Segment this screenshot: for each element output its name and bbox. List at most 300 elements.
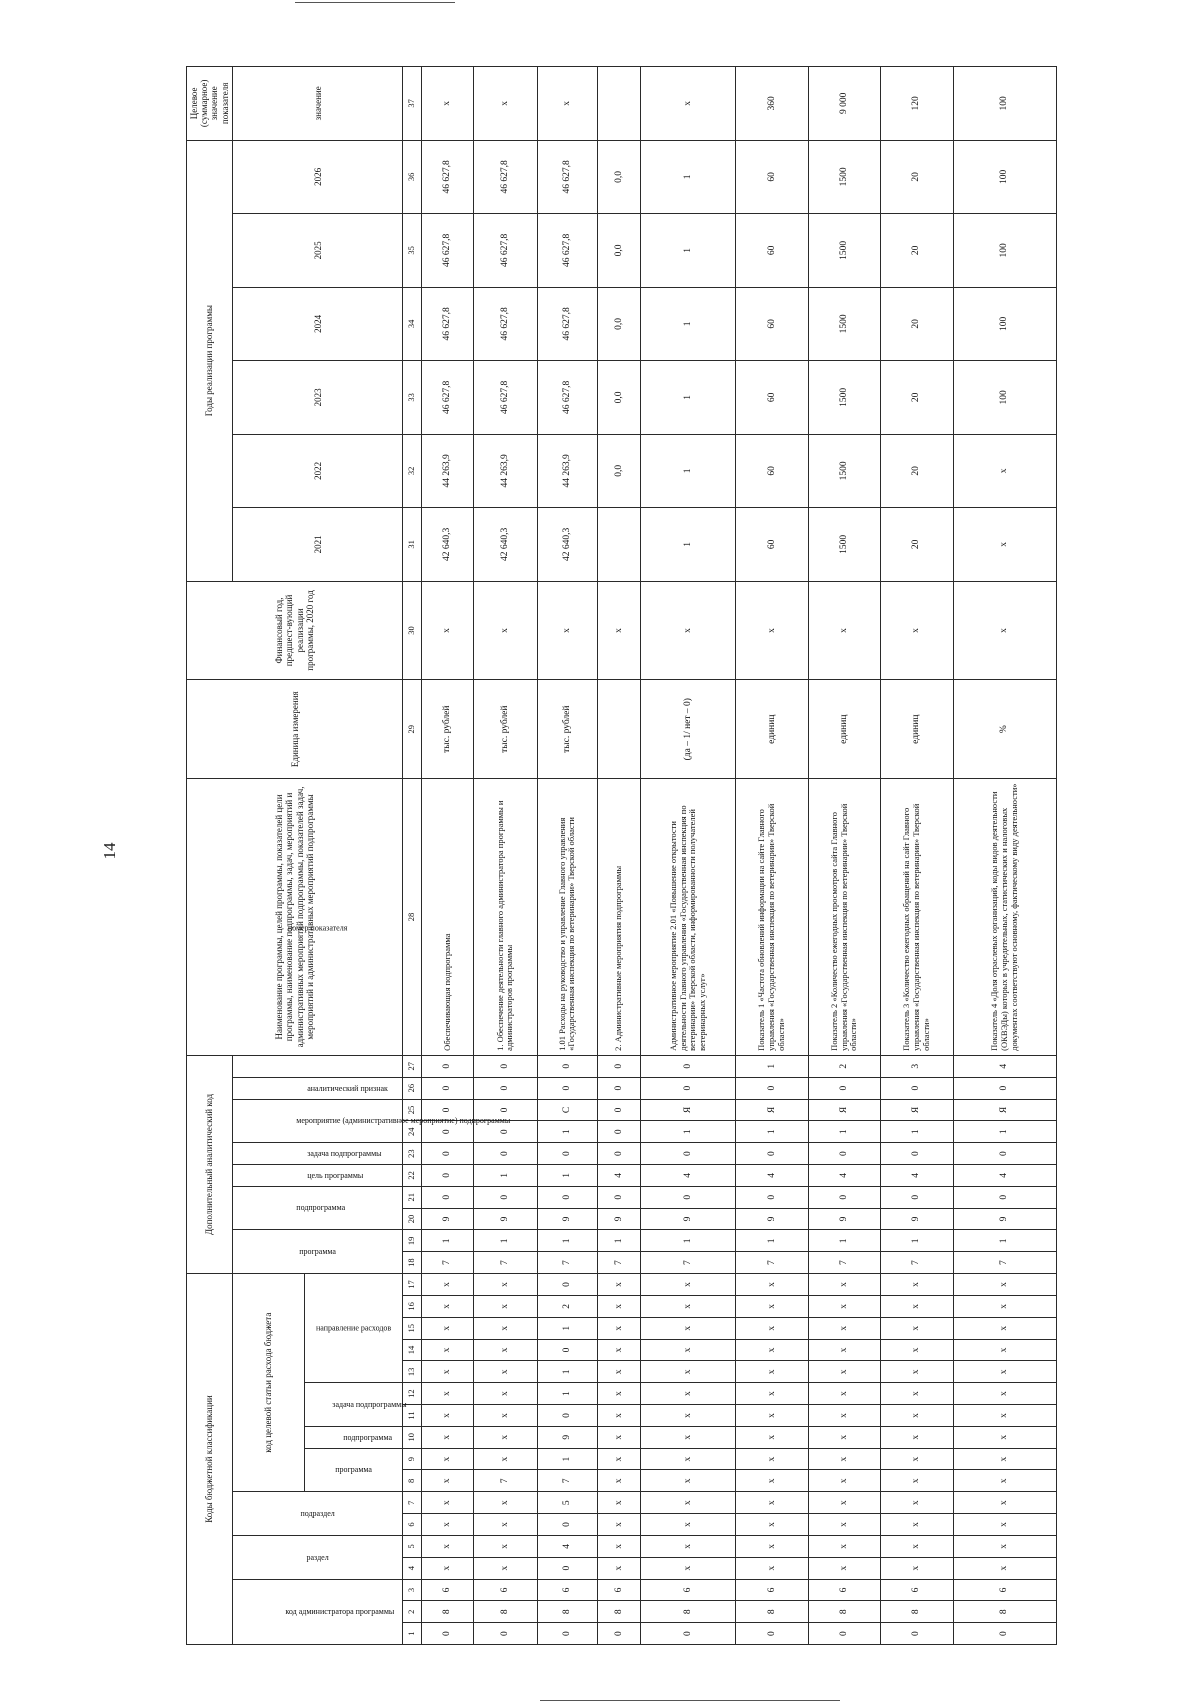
header-prev-year: Финансовый год, предшест-вующий реализации программы, 2020 год xyxy=(187,581,403,680)
header-admin-code-text: код администратора программы xyxy=(285,1607,395,1617)
column-number: 20 xyxy=(403,1208,422,1230)
code-cell: 0 xyxy=(422,1623,474,1645)
row-name: Показатель 3 «Количество ежегодных обращений на сайт Главного управления «Государственная инспекция по ветеринарии» Тверской области» xyxy=(881,779,953,1056)
code-cell: x xyxy=(473,1361,537,1383)
code-cell: x xyxy=(473,1383,537,1405)
code-cell: 0 xyxy=(597,1077,640,1099)
code-cell: x xyxy=(808,1426,880,1448)
column-number: 30 xyxy=(403,581,422,680)
header-program-text: программа xyxy=(335,1465,373,1475)
row-value-y2021: 1500 xyxy=(808,508,880,581)
code-cell: x xyxy=(881,1274,953,1296)
row-value-y2021: x xyxy=(953,508,1057,581)
row-value-y2023: 46 627,8 xyxy=(537,361,597,434)
code-cell: 0 xyxy=(597,1121,640,1143)
code-cell: 0 xyxy=(641,1143,736,1165)
code-cell: x xyxy=(473,1448,537,1470)
code-cell: x xyxy=(953,1535,1057,1557)
header-program-goal xyxy=(232,1165,403,1187)
code-cell: x xyxy=(641,1535,736,1557)
row-target: x xyxy=(537,67,597,141)
code-cell: 0 xyxy=(537,1077,597,1099)
code-cell: x xyxy=(473,1274,537,1296)
header-indicator-number-text: номер показателя xyxy=(287,923,348,933)
row-value-y2023: 46 627,8 xyxy=(422,361,474,434)
row-value-y2025: 46 627,8 xyxy=(537,214,597,287)
code-cell: 0 xyxy=(422,1055,474,1077)
code-cell: 1 xyxy=(641,1230,736,1252)
code-cell: 1 xyxy=(473,1165,537,1187)
code-cell: x xyxy=(422,1274,474,1296)
row-target: 9 000 xyxy=(808,67,880,141)
code-cell: 0 xyxy=(641,1186,736,1208)
row-value-y2021: 42 640,3 xyxy=(537,508,597,581)
code-cell: 6 xyxy=(473,1579,537,1601)
code-cell: 8 xyxy=(641,1601,736,1623)
header-analytical-sign-text: аналитический признак xyxy=(307,1083,388,1093)
row-value-y2021: 1 xyxy=(641,508,736,581)
code-cell: 0 xyxy=(597,1143,640,1165)
header-target-group: Целевое (суммарное) значение показателя xyxy=(187,67,233,141)
column-number: 11 xyxy=(403,1405,422,1427)
header-subprogram-task-text: задача подпрограммы xyxy=(332,1399,407,1409)
row-value-y2025: 60 xyxy=(736,214,808,287)
code-cell: 0 xyxy=(473,1077,537,1099)
code-cell: x xyxy=(881,1448,953,1470)
code-cell: x xyxy=(881,1405,953,1427)
header-an-program-text: программа xyxy=(299,1247,337,1257)
code-cell: 1 xyxy=(808,1121,880,1143)
row-value-y2024: 46 627,8 xyxy=(473,287,537,360)
column-number: 10 xyxy=(403,1426,422,1448)
code-cell: 1 xyxy=(736,1121,808,1143)
code-cell: x xyxy=(881,1492,953,1514)
code-cell: x xyxy=(597,1383,640,1405)
code-cell: 0 xyxy=(422,1165,474,1187)
code-cell: 0 xyxy=(736,1143,808,1165)
code-cell: 8 xyxy=(953,1601,1057,1623)
code-cell: 0 xyxy=(736,1623,808,1645)
code-cell: 4 xyxy=(736,1165,808,1187)
header-an-subprogram xyxy=(232,1186,403,1230)
code-cell: 9 xyxy=(881,1208,953,1230)
row-value-y2026: 46 627,8 xyxy=(537,140,597,213)
row-target: 120 xyxy=(881,67,953,141)
code-cell: 6 xyxy=(808,1579,880,1601)
row-target: x xyxy=(473,67,537,141)
header-section-text: раздел xyxy=(306,1552,329,1562)
code-cell: x xyxy=(422,1361,474,1383)
code-cell: x xyxy=(473,1405,537,1427)
table-row xyxy=(473,67,537,1645)
code-cell: x xyxy=(473,1426,537,1448)
code-cell: 1 xyxy=(537,1121,597,1143)
code-cell: 8 xyxy=(422,1601,474,1623)
column-number: 27 xyxy=(403,1055,422,1077)
code-cell: x xyxy=(881,1514,953,1536)
code-cell: x xyxy=(881,1361,953,1383)
code-cell: x xyxy=(808,1317,880,1339)
header-target-value: значение xyxy=(232,67,403,141)
code-cell: 9 xyxy=(537,1426,597,1448)
code-cell: 0 xyxy=(422,1099,474,1121)
row-value-y2026: 46 627,8 xyxy=(473,140,537,213)
row-value-y2022: x xyxy=(953,434,1057,507)
code-cell: 0 xyxy=(808,1143,880,1165)
code-cell: x xyxy=(473,1317,537,1339)
code-cell: x xyxy=(736,1470,808,1492)
code-cell: 7 xyxy=(641,1252,736,1274)
row-value-y2023: 60 xyxy=(736,361,808,434)
header-subsection-text: подраздел xyxy=(300,1509,335,1519)
code-cell: x xyxy=(881,1470,953,1492)
code-cell: x xyxy=(473,1557,537,1579)
row-value-y2025: 1 xyxy=(641,214,736,287)
rotated-document xyxy=(186,66,1057,1645)
code-cell: x xyxy=(953,1317,1057,1339)
code-cell: x xyxy=(597,1448,640,1470)
code-cell: x xyxy=(953,1448,1057,1470)
code-cell: 1 xyxy=(881,1230,953,1252)
code-cell: 8 xyxy=(808,1601,880,1623)
column-number: 29 xyxy=(403,680,422,779)
code-cell: 1 xyxy=(808,1230,880,1252)
table-row xyxy=(537,67,597,1645)
code-cell: x xyxy=(422,1448,474,1470)
table-row xyxy=(808,67,880,1645)
row-value-y2026: 100 xyxy=(953,140,1057,213)
code-cell: x xyxy=(881,1535,953,1557)
code-cell: x xyxy=(953,1361,1057,1383)
code-cell: 0 xyxy=(641,1623,736,1645)
code-cell: x xyxy=(808,1405,880,1427)
column-number: 26 xyxy=(403,1077,422,1099)
code-cell: 0 xyxy=(597,1186,640,1208)
code-cell: 7 xyxy=(881,1252,953,1274)
row-value-y2026: 0,0 xyxy=(597,140,640,213)
row-value-y2022: 60 xyxy=(736,434,808,507)
code-cell: x xyxy=(422,1470,474,1492)
header-budget-codes: Коды бюджетной классификации xyxy=(187,1274,233,1645)
code-cell: x xyxy=(736,1274,808,1296)
code-cell: 9 xyxy=(641,1208,736,1230)
code-cell: 3 xyxy=(881,1055,953,1077)
code-cell: 6 xyxy=(881,1579,953,1601)
code-cell: 0 xyxy=(953,1143,1057,1165)
row-value-y2022: 0,0 xyxy=(597,434,640,507)
row-value-y2024: 1500 xyxy=(808,287,880,360)
column-number: 1 xyxy=(403,1623,422,1645)
column-number: 6 xyxy=(403,1514,422,1536)
row-value-y2021: 42 640,3 xyxy=(473,508,537,581)
row-target: x xyxy=(641,67,736,141)
row-value-y2021: 20 xyxy=(881,508,953,581)
code-cell: x xyxy=(736,1405,808,1427)
header-name: Наименование программы, целей программы, показателей цели программы, наименование подпрограммы, задач, мероприятий и административных мероприятий подпрограммы, показателей задач, мероприятий и административных мероприятий подпрограммы xyxy=(187,779,403,1056)
code-cell: x xyxy=(953,1383,1057,1405)
code-cell: 4 xyxy=(597,1165,640,1187)
row-value-y2026: 46 627,8 xyxy=(422,140,474,213)
code-cell: 0 xyxy=(537,1055,597,1077)
code-cell: x xyxy=(641,1405,736,1427)
column-number: 17 xyxy=(403,1274,422,1296)
code-cell: x xyxy=(641,1492,736,1514)
code-cell: 8 xyxy=(537,1601,597,1623)
code-cell: 0 xyxy=(953,1623,1057,1645)
code-cell: 0 xyxy=(537,1339,597,1361)
code-cell: 0 xyxy=(881,1623,953,1645)
code-cell: x xyxy=(736,1339,808,1361)
code-cell: 0 xyxy=(422,1143,474,1165)
header-subsection xyxy=(232,1492,403,1536)
table-row xyxy=(641,67,736,1645)
header-year-2024: 2024 xyxy=(232,287,403,360)
header-expense-direction-text: направление расходов xyxy=(316,1323,392,1333)
code-cell: x xyxy=(808,1296,880,1318)
code-cell: x xyxy=(953,1339,1057,1361)
column-number: 16 xyxy=(403,1296,422,1318)
row-value-y2021: 42 640,3 xyxy=(422,508,474,581)
column-number: 4 xyxy=(403,1557,422,1579)
code-cell: 7 xyxy=(473,1470,537,1492)
code-cell: x xyxy=(597,1535,640,1557)
header-subprogram-task2 xyxy=(232,1143,403,1165)
code-cell: 9 xyxy=(736,1208,808,1230)
row-prev-year: x xyxy=(953,581,1057,680)
row-prev-year: x xyxy=(422,581,474,680)
code-cell: x xyxy=(641,1274,736,1296)
row-value-y2025: 1500 xyxy=(808,214,880,287)
code-cell: 8 xyxy=(473,1601,537,1623)
code-cell: 6 xyxy=(641,1579,736,1601)
header-subprogram-text: подпрограмма xyxy=(343,1432,393,1442)
code-cell: x xyxy=(473,1535,537,1557)
code-cell: x xyxy=(422,1296,474,1318)
code-cell: 0 xyxy=(641,1077,736,1099)
header-analytical-sign xyxy=(232,1077,403,1099)
code-cell: 6 xyxy=(537,1579,597,1601)
code-cell: x xyxy=(597,1470,640,1492)
code-cell: 7 xyxy=(597,1252,640,1274)
code-cell: 1 xyxy=(537,1317,597,1339)
code-cell: 0 xyxy=(537,1514,597,1536)
row-value-y2026: 1500 xyxy=(808,140,880,213)
header-year-2025: 2025 xyxy=(232,214,403,287)
code-cell: x xyxy=(953,1492,1057,1514)
code-cell: 0 xyxy=(953,1186,1057,1208)
row-unit: тыс. рублей xyxy=(473,680,537,779)
column-number: 34 xyxy=(403,287,422,360)
row-name: 1.01 Расходы на руководство и управление Главного управления «Государственная инспекция по ветеринарии» Тверской области xyxy=(537,779,597,1056)
row-value-y2023: 0,0 xyxy=(597,361,640,434)
code-cell: Я xyxy=(641,1099,736,1121)
header-program-goal-text: цель программы xyxy=(307,1170,364,1180)
row-unit: (да – 1/ нет – 0) xyxy=(641,680,736,779)
table-row xyxy=(187,67,233,1645)
code-cell: x xyxy=(422,1383,474,1405)
code-cell: 0 xyxy=(537,1557,597,1579)
code-cell: x xyxy=(641,1557,736,1579)
row-target: 360 xyxy=(736,67,808,141)
code-cell: 0 xyxy=(537,1143,597,1165)
row-prev-year: x xyxy=(881,581,953,680)
column-number: 8 xyxy=(403,1470,422,1492)
code-cell: 1 xyxy=(736,1055,808,1077)
code-cell: x xyxy=(597,1426,640,1448)
row-value-y2023: 20 xyxy=(881,361,953,434)
header-indicator-number xyxy=(232,779,403,1078)
code-cell: 8 xyxy=(881,1601,953,1623)
code-cell: 9 xyxy=(597,1208,640,1230)
row-name: 2. Административные мероприятия подпрограммы xyxy=(597,779,640,1056)
header-an-subprogram-text: подпрограмма xyxy=(296,1203,346,1213)
code-cell: 1 xyxy=(473,1230,537,1252)
code-cell: x xyxy=(736,1317,808,1339)
code-cell: 1 xyxy=(537,1383,597,1405)
code-cell: x xyxy=(736,1557,808,1579)
code-cell: x xyxy=(641,1339,736,1361)
code-cell: 7 xyxy=(537,1470,597,1492)
code-cell: 4 xyxy=(808,1165,880,1187)
column-number: 24 xyxy=(403,1121,422,1143)
code-cell: 0 xyxy=(881,1077,953,1099)
code-cell: 7 xyxy=(736,1252,808,1274)
code-cell: x xyxy=(808,1514,880,1536)
table-row xyxy=(953,67,1057,1645)
code-cell: 0 xyxy=(597,1623,640,1645)
row-value-y2022: 44 263,9 xyxy=(473,434,537,507)
header-an-program xyxy=(232,1230,403,1274)
code-cell: x xyxy=(641,1470,736,1492)
row-value-y2024: 20 xyxy=(881,287,953,360)
header-subprogram-task xyxy=(305,1383,407,1427)
column-number: 19 xyxy=(403,1230,422,1252)
code-cell: x xyxy=(808,1492,880,1514)
row-unit: единиц xyxy=(881,680,953,779)
header-year-2026: 2026 xyxy=(232,140,403,213)
code-cell: x xyxy=(953,1274,1057,1296)
code-cell: 0 xyxy=(808,1077,880,1099)
code-cell: 0 xyxy=(881,1186,953,1208)
code-cell: x xyxy=(808,1274,880,1296)
code-cell: x xyxy=(597,1557,640,1579)
code-cell: x xyxy=(641,1296,736,1318)
column-number: 9 xyxy=(403,1448,422,1470)
code-cell: 0 xyxy=(473,1143,537,1165)
row-value-y2023: 1500 xyxy=(808,361,880,434)
code-cell: x xyxy=(808,1383,880,1405)
row-prev-year: x xyxy=(736,581,808,680)
code-cell: 0 xyxy=(537,1186,597,1208)
code-cell: 9 xyxy=(808,1208,880,1230)
header-years-group: Годы реализации программы xyxy=(187,140,233,581)
code-cell: 0 xyxy=(422,1121,474,1143)
header-year-2022: 2022 xyxy=(232,434,403,507)
column-number: 31 xyxy=(403,508,422,581)
row-value-y2024: 46 627,8 xyxy=(537,287,597,360)
code-cell: С xyxy=(537,1099,597,1121)
code-cell: x xyxy=(953,1557,1057,1579)
code-cell: x xyxy=(641,1426,736,1448)
program-table xyxy=(186,66,1057,1645)
row-unit: единиц xyxy=(808,680,880,779)
code-cell: x xyxy=(422,1339,474,1361)
code-cell: x xyxy=(736,1514,808,1536)
code-cell: x xyxy=(953,1296,1057,1318)
code-cell: 5 xyxy=(537,1492,597,1514)
code-cell: 1 xyxy=(422,1230,474,1252)
column-number: 25 xyxy=(403,1099,422,1121)
code-cell: 1 xyxy=(537,1165,597,1187)
code-cell: x xyxy=(473,1296,537,1318)
row-value-y2023: 1 xyxy=(641,361,736,434)
row-value-y2022: 44 263,9 xyxy=(537,434,597,507)
code-cell: x xyxy=(953,1405,1057,1427)
code-cell: 0 xyxy=(736,1077,808,1099)
code-cell: 7 xyxy=(422,1252,474,1274)
row-value-y2021: 60 xyxy=(736,508,808,581)
code-cell: x xyxy=(422,1317,474,1339)
code-cell: x xyxy=(808,1339,880,1361)
table-row xyxy=(881,67,953,1645)
code-cell: x xyxy=(641,1448,736,1470)
code-cell: 8 xyxy=(736,1601,808,1623)
code-cell: x xyxy=(422,1514,474,1536)
code-cell: 9 xyxy=(473,1208,537,1230)
code-cell: x xyxy=(641,1361,736,1383)
header-unit: Единица измерения xyxy=(187,680,403,779)
code-cell: x xyxy=(953,1470,1057,1492)
column-number: 32 xyxy=(403,434,422,507)
column-number: 14 xyxy=(403,1339,422,1361)
row-target xyxy=(597,67,640,141)
code-cell: 9 xyxy=(953,1208,1057,1230)
row-target: x xyxy=(422,67,474,141)
code-cell: 2 xyxy=(537,1296,597,1318)
code-cell: x xyxy=(953,1514,1057,1536)
code-cell: x xyxy=(881,1339,953,1361)
header-year-2023: 2023 xyxy=(232,361,403,434)
code-cell: Я xyxy=(953,1099,1057,1121)
code-cell: 1 xyxy=(537,1230,597,1252)
code-cell: x xyxy=(736,1448,808,1470)
row-name: Показатель 4 «Доля отраслевых организаций, коды видов деятельности (ОКВЭДы) которых в учредительных, статистических и налоговых документах соответствуют основному, фактическому виду деятельности» xyxy=(953,779,1057,1056)
code-cell: 9 xyxy=(422,1208,474,1230)
row-name: Обеспечивающая подпрограмма xyxy=(422,779,474,1056)
row-value-y2026: 1 xyxy=(641,140,736,213)
row-value-y2021 xyxy=(597,508,640,581)
page-number: 14 xyxy=(100,842,119,860)
column-number: 33 xyxy=(403,361,422,434)
column-number: 37 xyxy=(403,67,422,141)
code-cell: x xyxy=(641,1317,736,1339)
code-cell: 0 xyxy=(473,1623,537,1645)
code-cell: x xyxy=(597,1492,640,1514)
column-number: 28 xyxy=(403,779,422,1056)
code-cell: 4 xyxy=(537,1535,597,1557)
code-cell: 4 xyxy=(881,1165,953,1187)
code-cell: 1 xyxy=(953,1121,1057,1143)
row-value-y2023: 46 627,8 xyxy=(473,361,537,434)
column-number: 7 xyxy=(403,1492,422,1514)
code-cell: 6 xyxy=(422,1579,474,1601)
row-name: Показатель 1 «Частота обновлений информации на сайте Главного управления «Государственная инспекция по ветеринарии» Тверской области» xyxy=(736,779,808,1056)
code-cell: 0 xyxy=(597,1055,640,1077)
table-row xyxy=(597,67,640,1645)
row-value-y2022: 20 xyxy=(881,434,953,507)
code-cell: 0 xyxy=(537,1623,597,1645)
code-cell: Я xyxy=(736,1099,808,1121)
